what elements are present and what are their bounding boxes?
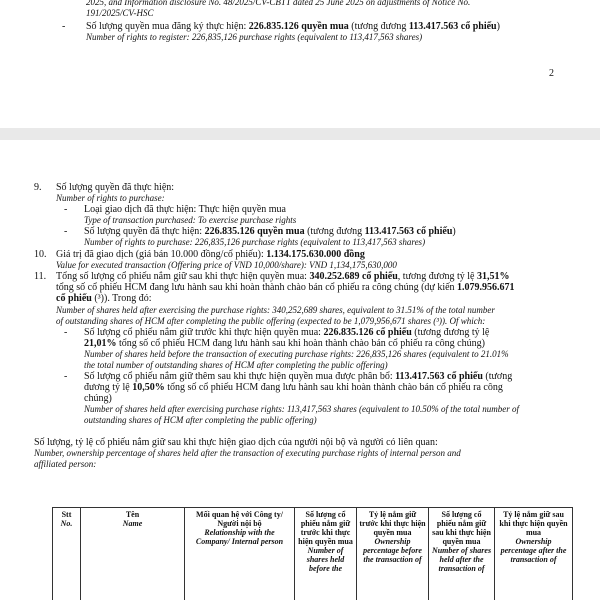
page-2-top bbox=[0, 140, 600, 600]
bullet-dash: - bbox=[64, 226, 68, 237]
s9-bullet2-en: Number of rights to purchase: 226,835,126 purchase rights (equivalent to 113,417,563 shares) bbox=[84, 237, 426, 247]
s11-b2-l2-bold: 10,50% bbox=[132, 382, 165, 393]
page1-top-line-1: 2025, and Information disclosure No. 48/2025/CV-CBTT dated 25 June 2025 on adjustments of Notice No. bbox=[86, 0, 471, 7]
s11-b2-prefix: Số lượng cổ phiếu nắm giữ thêm sau khi thực hiện quyền mua được phân bổ: bbox=[84, 371, 396, 382]
s11-bullet2-en1: Number of shares held after exercising purchase rights: 113,417,563 shares (equivalent to 10.50% of the total number of bbox=[84, 404, 519, 414]
s11-bullet1-en1: Number of shares held before the transaction of executing purchase rights: 226,835,126 shares (equivalent to 21.01% bbox=[84, 349, 509, 359]
bullet-dash: - bbox=[64, 371, 68, 382]
section-10-en: Value for executed transaction (Offering price of VND 10,000/share): VND 1,134,175,630,000 bbox=[56, 260, 397, 270]
s9-b2-bold: 226.835.126 quyền mua bbox=[204, 226, 305, 237]
summary-vi: Số lượng, tỷ lệ cổ phiếu nắm giữ sau khi thực hiện giao dịch của người nội bộ và người có liên quan: bbox=[34, 437, 438, 448]
s11-bullet2-vi bbox=[84, 371, 512, 382]
s9-bullet1-en: Type of transaction purchased: To exercise purchase rights bbox=[84, 215, 297, 225]
s9-b2-prefix: Số lượng quyền đã thực hiện: bbox=[84, 226, 205, 237]
s9-bullet2-vi bbox=[84, 226, 456, 237]
s11-b1-prefix: Số lượng cổ phiếu nắm giữ trước khi thực hiện quyền mua: bbox=[84, 327, 324, 338]
s11-l2-prefix: tổng số cổ phiếu HCM đang lưu hành sau khi hoàn thành chào bán cổ phiếu ra công chúng (dự kiến bbox=[56, 282, 458, 293]
s11-bullet2-en2: outstanding shares of HCM after completing the public offering) bbox=[84, 415, 317, 425]
header-relationship: Mối quan hệ với Công ty/ Người nội bộ Relationship with the Company/ Internal person bbox=[185, 508, 295, 600]
reg-suffix: ) bbox=[496, 21, 500, 32]
s11-l3-rest: (³)). Trong đó: bbox=[91, 293, 152, 304]
page-1-bottom bbox=[0, 0, 600, 128]
reg-bold: 226.835.126 quyền mua bbox=[248, 21, 349, 32]
s11-b2-l2-rest: tổng số cổ phiếu HCM đang lưu hành sau khi hoàn thành chào bán cổ phiếu ra công bbox=[164, 382, 503, 393]
s10-prefix: Giá trị đã giao dịch (giá bán 10.000 đồng/cổ phiếu): bbox=[56, 249, 267, 260]
section-9-en: Number of rights to purchase: bbox=[56, 193, 165, 203]
s9-b2-suffix: ) bbox=[452, 226, 456, 237]
section-11-number: 11. bbox=[34, 271, 47, 282]
page-number: 2 bbox=[549, 68, 554, 79]
s11-bullet2-vi-l2 bbox=[84, 382, 503, 393]
header-no: Stt No. bbox=[53, 508, 81, 600]
s11-bullet1-vi-l2 bbox=[84, 338, 485, 349]
s11-l1-prefix: Tổng số lượng cổ phiếu nắm giữ sau khi thực hiện quyền mua: bbox=[56, 271, 310, 282]
s11-line3 bbox=[56, 293, 152, 304]
s9-bullet1-vi: Loại giao dịch đã thực hiện: Thực hiện quyền mua bbox=[84, 204, 286, 215]
s11-l1-mid: , tương đương tỷ lệ bbox=[397, 271, 477, 282]
s11-en1: Number of shares held after exercising the purchase rights: 340,252,689 shares, equivalent to 31.51% of the total number bbox=[56, 305, 495, 315]
s11-b2-bold: 113.417.563 cổ phiếu bbox=[395, 371, 483, 382]
registered-rights-en: Number of rights to register: 226,835,126 purchase rights (equivalent to 113,417,563 shares) bbox=[86, 32, 423, 42]
s11-l2-bold: 1.079.956.671 bbox=[457, 282, 515, 293]
ownership-table bbox=[52, 507, 573, 600]
header-shares-before: Số lượng cổ phiếu nắm giữ trước khi thực hiện quyền mua Number of shares held before the bbox=[295, 508, 357, 600]
s11-line1 bbox=[56, 271, 510, 282]
s11-b2-l2-prefix: đương tỷ lệ bbox=[84, 382, 133, 393]
s10-bold: 1.134.175.630.000 đồng bbox=[266, 249, 365, 260]
s11-l1-bold2: 31,51% bbox=[477, 271, 510, 282]
reg-bold2: 113.417.563 cổ phiếu bbox=[408, 21, 497, 32]
summary-en2: affiliated person: bbox=[34, 459, 97, 469]
s9-b2-bold2: 113.417.563 cổ phiếu bbox=[364, 226, 453, 237]
header-ratio-before: Tỷ lệ nắm giữ trước khi thực hiện quyền mua Ownership percentage before the transaction of bbox=[357, 508, 429, 600]
bullet-dash: - bbox=[64, 327, 68, 338]
s11-b1-suffix: (tương đương tỷ lệ bbox=[411, 327, 490, 338]
table-header-row bbox=[53, 508, 573, 600]
s11-bullet1-en2: the total number of outstanding shares of HCM after completing the public offering) bbox=[84, 360, 388, 370]
reg-prefix: Số lượng quyền mua đăng ký thực hiện: bbox=[86, 21, 249, 32]
registered-rights-line bbox=[86, 21, 500, 32]
s11-line2 bbox=[56, 282, 515, 293]
bullet-dash: - bbox=[62, 21, 66, 32]
section-9-number: 9. bbox=[34, 182, 42, 193]
s11-b1-l2-bold: 21,01% bbox=[84, 338, 117, 349]
s11-b1-bold: 226.835.126 cổ phiếu bbox=[323, 327, 412, 338]
s11-bullet1-vi bbox=[84, 327, 489, 338]
bullet-dash: - bbox=[64, 204, 68, 215]
section-10-number: 10. bbox=[34, 249, 47, 260]
summary-en1: Number, ownership percentage of shares held after the transaction of executing purchase rights of internal person and bbox=[34, 448, 461, 458]
page1-top-line-2: 191/2025/CV-HSC bbox=[86, 8, 154, 18]
s11-b1-l2-rest: tổng số cổ phiếu HCM đang lưu hành sau khi hoàn thành chào bán cổ phiếu ra công chúng) bbox=[116, 338, 485, 349]
s11-l3-bold: cổ phiếu bbox=[56, 293, 92, 304]
s11-l1-bold: 340.252.689 cổ phiếu bbox=[309, 271, 398, 282]
s11-bullet2-vi-l3: chúng) bbox=[84, 393, 112, 404]
header-name: Tên Name bbox=[81, 508, 185, 600]
header-shares-after: Số lượng cổ phiếu nắm giữ sau khi thực hiện quyền mua Number of shares held after the transaction of bbox=[429, 508, 495, 600]
header-ratio-after: Tỷ lệ nắm giữ sau khi thực hiện quyền mua Ownership percentage after the transaction of bbox=[495, 508, 573, 600]
s11-en2: of outstanding shares of HCM after completing the public offering (expected to be 1,079,956,671 shares (³)). Of which: bbox=[56, 316, 486, 326]
reg-mid: (tương đương bbox=[348, 21, 409, 32]
section-10-vi bbox=[56, 249, 365, 260]
section-9-title: Số lượng quyền đã thực hiện: bbox=[56, 182, 175, 193]
s9-b2-mid: (tương đương bbox=[304, 226, 365, 237]
s11-b2-suffix: (tương bbox=[482, 371, 513, 382]
